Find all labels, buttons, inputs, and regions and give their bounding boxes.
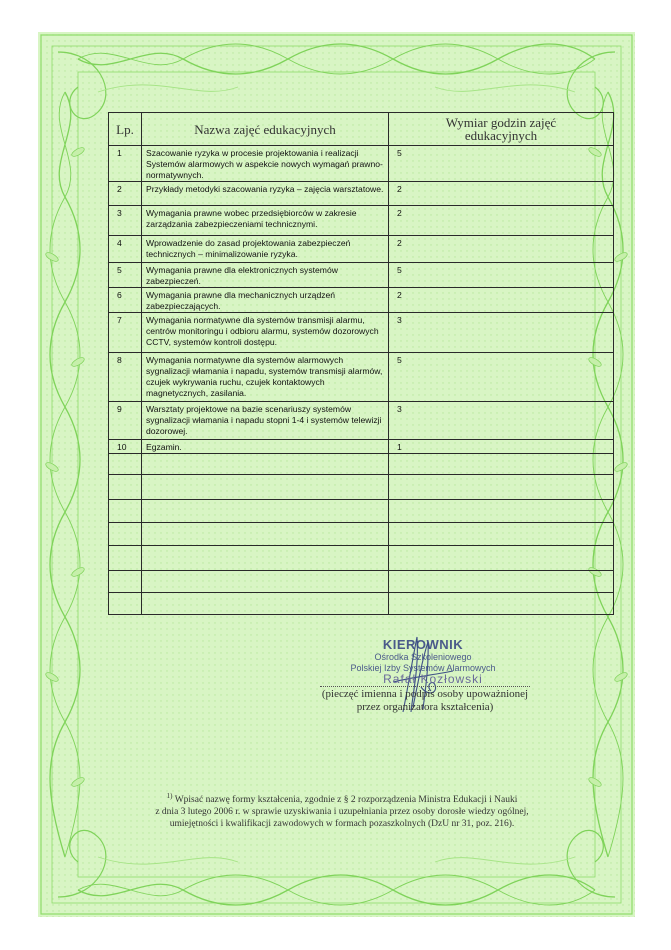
row-number: 6 — [109, 288, 142, 313]
certificate-sheet — [38, 32, 635, 917]
course-name: Przykłady metodyki szacowania ryzyka – zajęcia warsztatowe. — [142, 182, 389, 206]
empty-cell — [109, 454, 142, 475]
stamp-line1: Ośrodka Szkoleniowego — [374, 652, 472, 662]
empty-cell — [109, 500, 142, 523]
empty-cell — [389, 523, 614, 546]
empty-cell — [142, 523, 389, 546]
row-number: 1 — [109, 146, 142, 182]
footnote-line1 — [102, 790, 582, 806]
empty-cell — [389, 546, 614, 571]
row-number: 5 — [109, 263, 142, 288]
header-hours — [389, 113, 614, 146]
table-header-row — [109, 113, 614, 146]
empty-cell — [142, 500, 389, 523]
empty-cell — [142, 571, 389, 593]
empty-cell — [389, 593, 614, 615]
empty-cell — [109, 523, 142, 546]
row-number: 9 — [109, 402, 142, 440]
signature-caption — [300, 688, 550, 714]
empty-table-row — [109, 593, 614, 615]
empty-table-row — [109, 523, 614, 546]
course-name: Wymagania normatywne dla systemów transmisji alarmu, centrów monitoringu i odbioru alarmu, systemów dozorowych CCTV, systemów kontroli dostępu. — [142, 313, 389, 353]
empty-cell — [389, 454, 614, 475]
course-name: Wymagania prawne dla mechanicznych urządzeń zabezpieczających. — [142, 288, 389, 313]
course-hours: 2 — [389, 206, 614, 236]
row-number: 8 — [109, 353, 142, 402]
stamp-name-overlay: Rafał Kozłowski — [383, 672, 483, 686]
table-row — [109, 146, 614, 182]
empty-table-row — [109, 454, 614, 475]
table-row — [109, 402, 614, 440]
course-hours: 2 — [389, 182, 614, 206]
row-number: 4 — [109, 236, 142, 263]
course-hours: 2 — [389, 288, 614, 313]
row-number: 3 — [109, 206, 142, 236]
header-course-name: Nazwa zajęć edukacyjnych — [142, 113, 389, 146]
course-name: Szacowanie ryzyka w procesie projektowania i realizacji Systemów alarmowych w aspekcie nowych wymagań prawno-normatywnych. — [142, 146, 389, 182]
footnote — [102, 790, 582, 830]
empty-table-row — [109, 571, 614, 593]
course-hours: 5 — [389, 353, 614, 402]
courses-table — [108, 112, 614, 615]
row-number: 10 — [109, 440, 142, 454]
footnote-text-1: Wpisać nazwę formy kształcenia, zgodnie z § 2 rozporządzenia Ministra Edukacji i Nauki — [174, 795, 518, 806]
footnote-line3: umiejętności i kwalifikacji zawodowych w formach pozaszkolnych (DzU nr 31, poz. 216). — [169, 819, 515, 830]
header-hours-line2: edukacyjnych — [464, 128, 538, 143]
empty-cell — [389, 500, 614, 523]
table-row — [109, 206, 614, 236]
header-hours-line1: Wymiar godzin zajęć — [445, 115, 557, 130]
empty-cell — [142, 454, 389, 475]
signature-line — [320, 686, 530, 687]
table-row — [109, 353, 614, 402]
course-hours: 3 — [389, 313, 614, 353]
table-row — [109, 236, 614, 263]
footnote-line2: z dnia 3 lutego 2006 r. w sprawie uzyskiwania i uzupełniania przez osoby dorosłe wiedzy ogólnej, — [155, 807, 529, 818]
course-hours: 1 — [389, 440, 614, 454]
empty-cell — [109, 593, 142, 615]
table-row — [109, 440, 614, 454]
empty-table-row — [109, 500, 614, 523]
course-name: Wymagania prawne wobec przedsiębiorców w zakresie zarządzania zabezpieczeniami technicznymi. — [142, 206, 389, 236]
empty-cell — [109, 571, 142, 593]
header-lp: Lp. — [109, 113, 142, 146]
table-row — [109, 182, 614, 206]
course-hours: 3 — [389, 402, 614, 440]
course-name: Wymagania prawne dla elektronicznych systemów zabezpieczeń. — [142, 263, 389, 288]
table-row — [109, 288, 614, 313]
signature-caption-line2: przez organizatora kształcenia) — [356, 701, 494, 713]
row-number: 7 — [109, 313, 142, 353]
stamp-title: KIEROWNIK — [382, 637, 464, 652]
course-name: Wymagania normatywne dla systemów alarmowych sygnalizacji włamania i napadu, systemów transmisji alarmów, czujek wykrywania ruchu, czujek kontaktowych magnetycznych, zasilania. — [142, 353, 389, 402]
course-name: Egzamin. — [142, 440, 389, 454]
empty-cell — [109, 475, 142, 500]
empty-cell — [142, 475, 389, 500]
table-row — [109, 263, 614, 288]
course-hours: 2 — [389, 236, 614, 263]
signature-caption-line1: (pieczęć imienna i podpis osoby upoważnionej — [321, 688, 529, 700]
empty-cell — [389, 571, 614, 593]
course-name: Wprowadzenie do zasad projektowania zabezpieczeń technicznych – minimalizowanie ryzyka. — [142, 236, 389, 263]
course-name: Warsztaty projektowe na bazie scenariuszy systemów sygnalizacji włamania i napadu stopni 1-4 i systemów telewizji dozorowej. — [142, 402, 389, 440]
empty-table-row — [109, 546, 614, 571]
empty-cell — [142, 546, 389, 571]
empty-cell — [142, 593, 389, 615]
empty-table-row — [109, 475, 614, 500]
footnote-marker: 1) — [166, 792, 173, 800]
course-hours: 5 — [389, 263, 614, 288]
empty-cell — [389, 475, 614, 500]
empty-cell — [109, 546, 142, 571]
course-hours: 5 — [389, 146, 614, 182]
row-number: 2 — [109, 182, 142, 206]
stamp-line2: Polskiej Izby Systemów Alarmowych — [350, 663, 496, 673]
table-row — [109, 313, 614, 353]
